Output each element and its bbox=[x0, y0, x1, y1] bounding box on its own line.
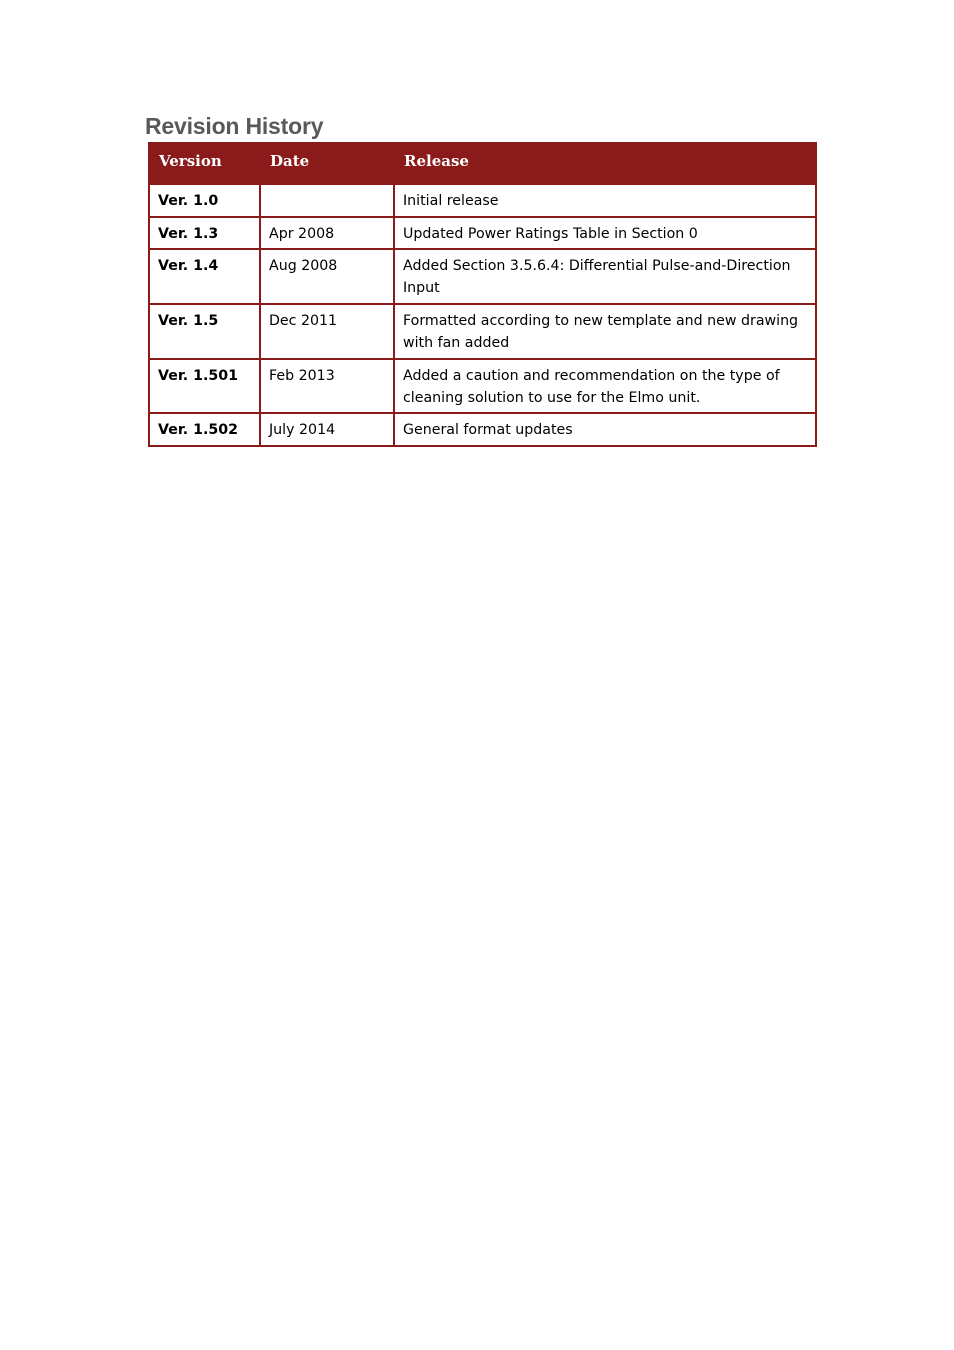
table-row bbox=[149, 217, 816, 249]
version-cell: Ver. 1.3 bbox=[149, 217, 260, 249]
date-cell: Dec 2011 bbox=[260, 304, 394, 359]
release-cell: Initial release bbox=[394, 184, 816, 217]
column-header-version: Version bbox=[149, 143, 260, 184]
revision-history-table bbox=[148, 142, 817, 447]
version-cell: Ver. 1.0 bbox=[149, 184, 260, 217]
release-cell: Updated Power Ratings Table in Section 0 bbox=[394, 217, 816, 249]
section-title: Revision History bbox=[145, 113, 324, 139]
date-cell: July 2014 bbox=[260, 413, 394, 446]
version-cell: Ver. 1.501 bbox=[149, 359, 260, 413]
release-cell: Formatted according to new template and new drawing with fan added bbox=[394, 304, 816, 359]
column-header-date: Date bbox=[260, 143, 394, 184]
table-row bbox=[149, 304, 816, 359]
table-row bbox=[149, 413, 816, 446]
release-cell: Added a caution and recommendation on the type of cleaning solution to use for the Elmo unit. bbox=[394, 359, 816, 413]
table-header-row bbox=[149, 143, 816, 184]
version-cell: Ver. 1.502 bbox=[149, 413, 260, 446]
date-cell: Apr 2008 bbox=[260, 217, 394, 249]
table-row bbox=[149, 184, 816, 217]
version-cell: Ver. 1.4 bbox=[149, 249, 260, 304]
release-cell: General format updates bbox=[394, 413, 816, 446]
column-header-release: Release bbox=[394, 143, 816, 184]
table-row bbox=[149, 359, 816, 413]
date-cell bbox=[260, 184, 394, 217]
table-row bbox=[149, 249, 816, 304]
version-cell: Ver. 1.5 bbox=[149, 304, 260, 359]
release-cell: Added Section 3.5.6.4: Differential Pulse-and-Direction Input bbox=[394, 249, 816, 304]
date-cell: Feb 2013 bbox=[260, 359, 394, 413]
date-cell: Aug 2008 bbox=[260, 249, 394, 304]
